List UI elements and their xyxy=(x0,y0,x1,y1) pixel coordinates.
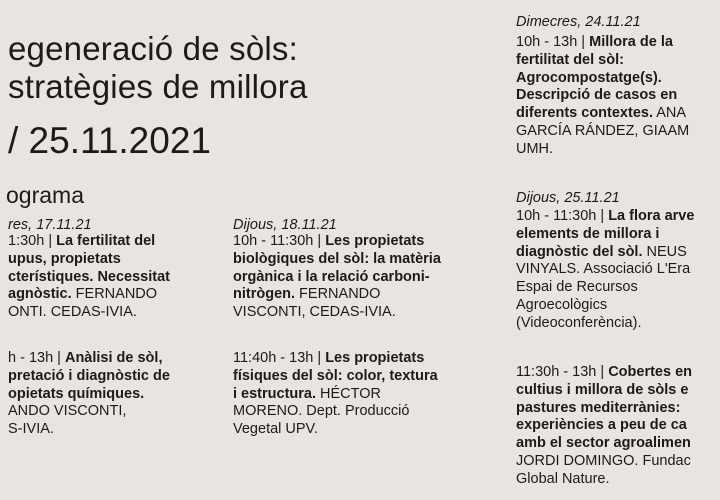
session-time-line xyxy=(233,233,503,251)
session-line: cultius i millora de sòls e xyxy=(516,381,689,398)
session-line: MORENO. Dept. Producció xyxy=(233,403,410,420)
session-time-line xyxy=(233,350,503,368)
session-time: h - 13h | xyxy=(8,350,65,366)
session-line: i estructura. HÉCTOR xyxy=(233,385,381,402)
session-line: S-IVIA. xyxy=(8,421,54,438)
session-line: agnòstic. FERNANDO xyxy=(8,286,158,303)
session-line: upus, propietats xyxy=(8,250,121,267)
session-time: 10h - 11:30h | xyxy=(233,233,326,249)
col1-session-2 xyxy=(8,350,218,439)
session-line: diferents contextes. ANA xyxy=(516,105,687,122)
session-line: GARCÍA RÁNDEZ, GIAAM xyxy=(516,122,690,139)
session-line: experiències a peu de ca xyxy=(516,417,687,434)
session-time: 10h - 13h | xyxy=(516,34,590,50)
session-title: Millora de la xyxy=(589,34,673,50)
session-time-line xyxy=(8,233,218,251)
session-line: pastures mediterrànies: xyxy=(516,399,681,416)
session-line: biològiques del sòl: la matèria xyxy=(233,250,441,267)
session-title: La fertilitat del xyxy=(56,233,156,249)
session-line: pretació i diagnòstic de xyxy=(8,367,170,384)
session-line: cterístiques. Necessitat xyxy=(8,268,170,285)
session-line: JORDI DOMINGO. Fundac xyxy=(516,452,691,469)
col2-day: Dijous, 18.11.21 xyxy=(233,217,337,233)
session-line: UMH. xyxy=(516,140,554,157)
session-title: Les propietats xyxy=(325,350,425,366)
col1-day: res, 17.11.21 xyxy=(8,217,92,233)
col3-day-2: Dijous, 25.11.21 xyxy=(516,190,620,206)
session-time-line xyxy=(8,350,218,368)
session-line: fertilitat del sòl: xyxy=(516,51,624,68)
col3-day-1: Dimecres, 24.11.21 xyxy=(516,14,641,30)
session-time-line xyxy=(516,208,720,226)
session-line: Vegetal UPV. xyxy=(233,421,318,438)
col2-session-2 xyxy=(233,350,503,439)
session-time: 10h - 11:30h | xyxy=(516,208,609,224)
session-title: La flora arve xyxy=(608,208,695,224)
col2-session-1 xyxy=(233,233,503,322)
event-date: / 25.11.2021 xyxy=(8,120,211,161)
session-title: Cobertes en xyxy=(608,364,692,380)
session-line: (Videoconferència). xyxy=(516,314,642,331)
session-line: Global Nature. xyxy=(516,470,610,487)
session-line: ONTI. CEDAS-IVIA. xyxy=(8,304,137,321)
session-line: orgànica i la relació carboni- xyxy=(233,268,430,285)
session-line: Agroecològics xyxy=(516,296,608,313)
session-time: 1:30h | xyxy=(8,233,57,249)
session-line: VISCONTI, CEDAS-IVIA. xyxy=(233,304,396,321)
session-title: Anàlisi de sòl, xyxy=(64,350,163,366)
session-line: diagnòstic del sòl. NEUS xyxy=(516,243,687,260)
session-time-line xyxy=(516,34,720,52)
session-line: VINYALS. Associació L'Era xyxy=(516,261,691,278)
session-line: elements de millora i xyxy=(516,225,660,242)
col3-session-1 xyxy=(516,34,720,159)
session-time: 11:40h - 13h | xyxy=(233,350,326,366)
title-line-1: egeneració de sòls: xyxy=(8,30,298,67)
session-line: Espai de Recursos xyxy=(516,279,638,296)
col1-session-1 xyxy=(8,233,218,322)
session-time-line xyxy=(516,364,720,382)
session-line: amb el sector agroalimen xyxy=(516,435,691,452)
title-line-2: stratègies de millora xyxy=(8,68,308,105)
col3-session-2 xyxy=(516,208,720,333)
session-line: opietats químiques. xyxy=(8,385,145,402)
session-line: ANDO VISCONTI, xyxy=(8,403,127,420)
program-heading: ograma xyxy=(6,182,84,208)
session-title: Les propietats xyxy=(325,233,425,249)
session-line: Agrocompostatge(s). xyxy=(516,69,662,86)
session-line: Descripció de casos en xyxy=(516,87,678,104)
session-line: nitrògen. FERNANDO xyxy=(233,286,381,303)
session-time: 11:30h - 13h | xyxy=(516,364,609,380)
session-line: físiques del sòl: color, textura xyxy=(233,367,438,384)
col3-session-3 xyxy=(516,364,720,489)
